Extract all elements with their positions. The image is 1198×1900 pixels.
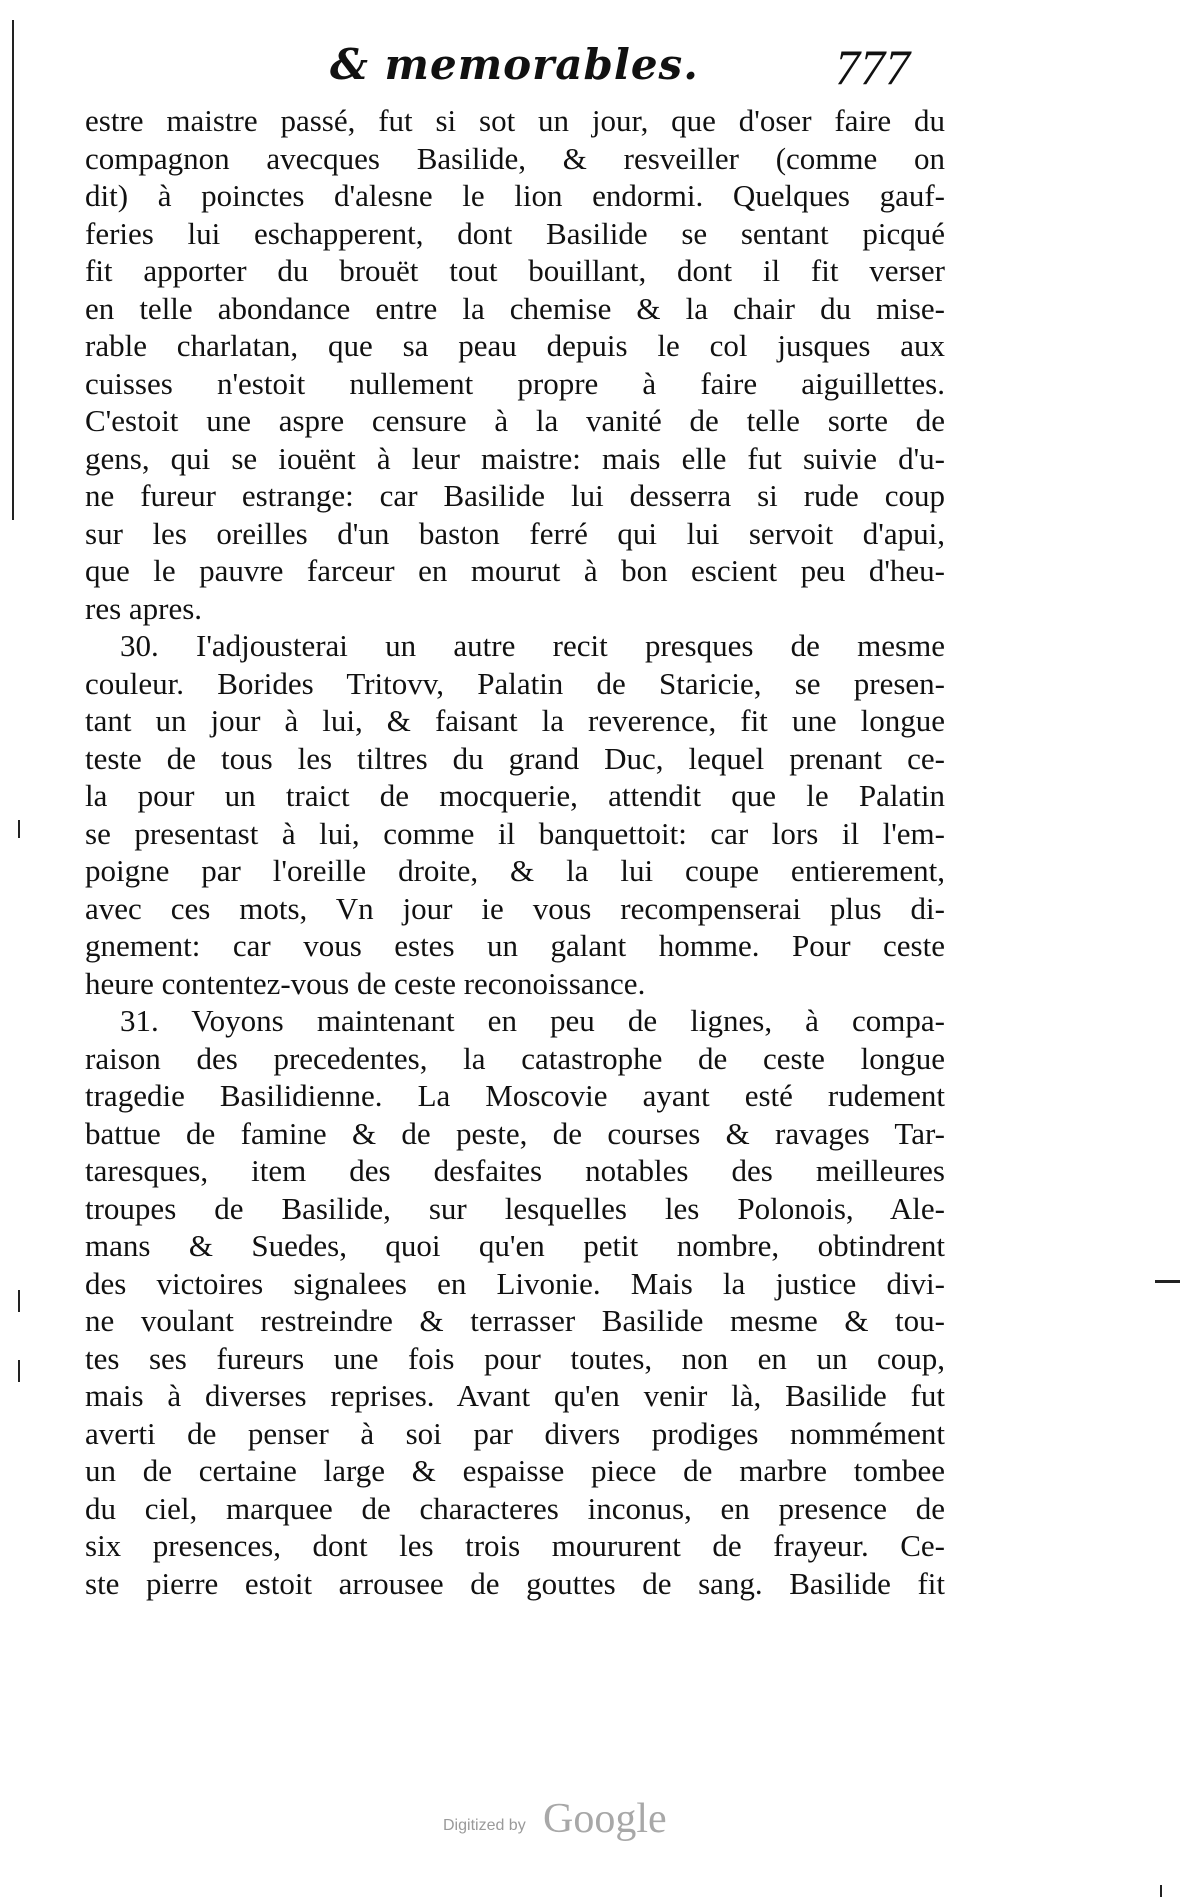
text-line: estre maistre passé, fut si sot un jour, que d'oser faire du [85, 103, 945, 138]
text-line: couleur. Borides Tritovv, Palatin de Staricie, se presen- [85, 665, 945, 701]
text-line: mans & Suedes, quoi qu'en petit nombre, obtindrent [85, 1228, 945, 1263]
scan-mark [18, 820, 20, 838]
text-line: six presences, dont les trois moururent de frayeur. Ce- [85, 1528, 945, 1563]
google-logo: Google [543, 1796, 667, 1842]
text-line: taresques, item des desfaites notables des meilleures [85, 1153, 945, 1188]
scan-mark [1155, 1280, 1180, 1283]
text-line: ste pierre estoit arrousee de gouttes de sang. Basilide fit [85, 1565, 945, 1601]
text-line: mais à diverses reprises. Avant qu'en venir là, Basilide fut [85, 1378, 945, 1413]
text-line: gnement: car vous estes un galant homme. Pour ceste [85, 928, 945, 963]
text-line: heure contentez-vous de ceste reconoissance. [85, 965, 646, 1001]
text-line: compagnon avecques Basilide, & resveiller (comme on [85, 140, 945, 176]
text-line: dit) à poinctes d'alesne le lion endormi. Quelques gauf- [85, 178, 945, 213]
digitization-footer [0, 1795, 1198, 1845]
text-line: ne voulant restreindre & terrasser Basilide mesme & tou- [85, 1303, 945, 1338]
scan-mark [18, 1290, 20, 1312]
text-line: raison des precedentes, la catastrophe de ceste longue [85, 1040, 945, 1076]
body-text [85, 102, 945, 1602]
digitized-by-label: Digitized by [443, 1817, 526, 1834]
scan-mark [18, 1360, 20, 1382]
text-line: des victoires signalees en Livonie. Mais la justice divi- [85, 1265, 945, 1301]
text-line: feries lui eschapperent, dont Basilide se sentant picqué [85, 215, 945, 251]
text-line: battue de famine & de peste, de courses & ravages Tar- [85, 1115, 945, 1151]
text-line: avec ces mots, Vn jour ie vous recompenserai plus di- [85, 890, 945, 926]
text-line: en telle abondance entre la chemise & la chair du mise- [85, 290, 945, 326]
text-line: tragedie Basilidienne. La Moscovie ayant esté rudement [85, 1078, 945, 1113]
text-line: du ciel, marquee de characteres inconus, en presence de [85, 1490, 945, 1526]
text-line: tes ses fureurs une fois pour toutes, non en un coup, [85, 1340, 945, 1376]
text-line: sur les oreilles d'un baston ferré qui lui servoit d'apui, [85, 515, 945, 551]
text-line: tant un jour à lui, & faisant la reverence, fit une longue [85, 703, 945, 738]
text-line: C'estoit une aspre censure à la vanité de telle sorte de [85, 403, 945, 438]
text-line: ne fureur estrange: car Basilide lui desserra si rude coup [85, 478, 945, 513]
text-line: rable charlatan, que sa peau depuis le col jusques aux [85, 328, 945, 363]
paragraph-start-31: 31. Voyons maintenant en peu de lignes, à compa- [120, 1003, 945, 1038]
text-line: res apres. [85, 590, 203, 626]
text-line: un de certaine large & espaisse piece de marbre tombee [85, 1453, 945, 1488]
text-line: troupes de Basilide, sur lesquelles les Polonois, Ale- [85, 1190, 945, 1226]
scan-mark [1160, 1885, 1162, 1897]
page-number: 777 [835, 39, 910, 95]
text-line: se presentast à lui, comme il banquettoit: car lors il l'em- [85, 815, 945, 851]
text-line: teste de tous les tiltres du grand Duc, lequel prenant ce- [85, 740, 945, 776]
running-head [0, 40, 1198, 100]
text-line: que le pauvre farceur en mourut à bon escient peu d'heu- [85, 553, 945, 588]
text-line: fit apporter du brouët tout bouillant, dont il fit verser [85, 253, 945, 288]
running-title: & memorables. [330, 40, 699, 89]
paragraph-start-30: 30. I'adjousterai un autre recit presques de mesme [120, 628, 945, 663]
text-line: cuisses n'estoit nullement propre à faire aiguillettes. [85, 365, 945, 401]
text-line: la pour un traict de mocquerie, attendit que le Palatin [85, 778, 945, 813]
text-line: gens, qui se iouënt à leur maistre: mais elle fut suivie d'u- [85, 440, 945, 476]
text-line: poigne par l'oreille droite, & la lui coupe entierement, [85, 853, 945, 888]
text-line: averti de penser à soi par divers prodiges nommément [85, 1415, 945, 1451]
